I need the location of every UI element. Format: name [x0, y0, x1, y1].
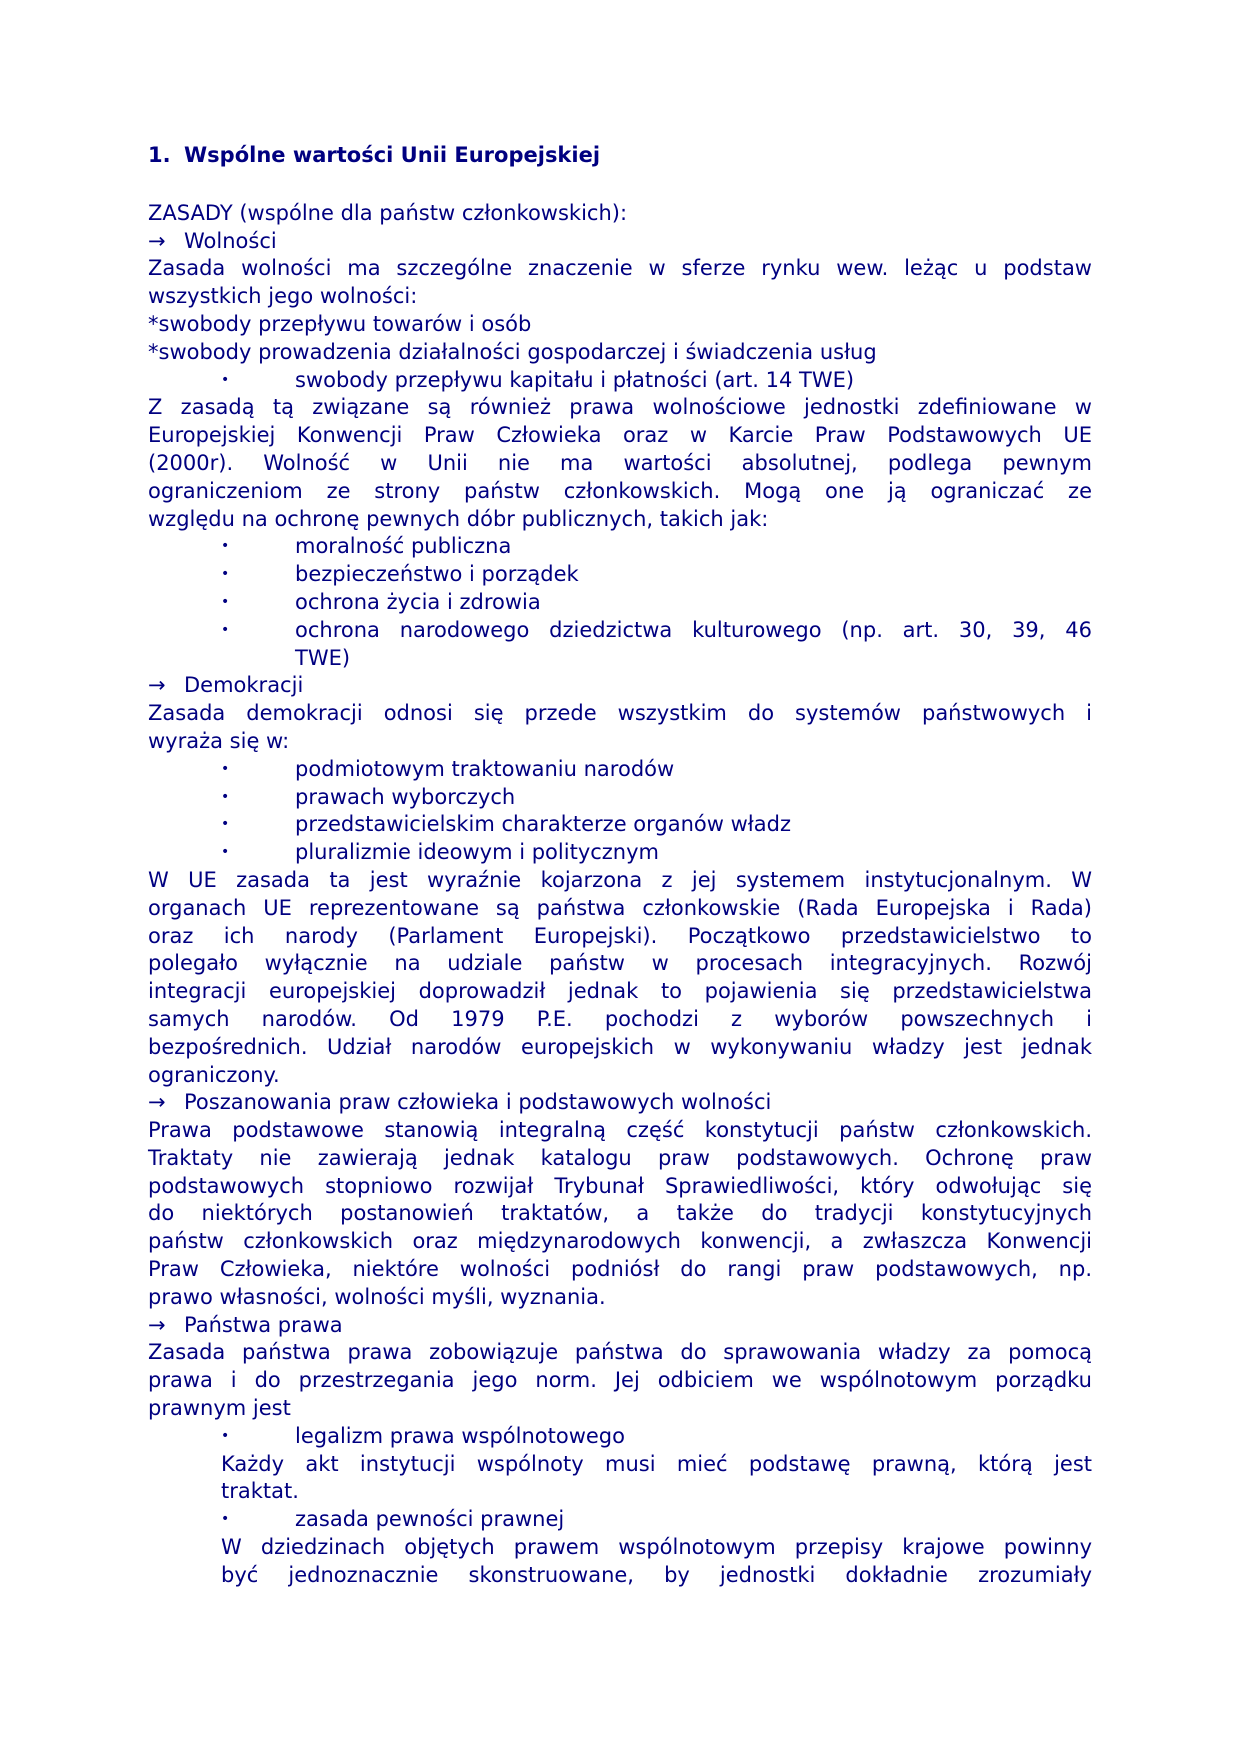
- paragraph-line: bezpośrednich. Udział narodów europejskich w wykonywaniu władzy jest jednak: [148, 1034, 1092, 1059]
- list-item: • bezpieczeństwo i porządek: [148, 561, 1092, 589]
- subheading-prawa-czlowieka: [148, 1089, 1092, 1117]
- bullet-icon: •: [221, 788, 230, 805]
- paragraph-line: samych narodów. Od 1979 P.E. pochodzi z wyborów powszechnych i: [148, 1006, 1092, 1031]
- section-number: 1.: [148, 143, 171, 167]
- paragraph-line: integracji europejskiej doprowadził jednak to pojawienia się przedstawicielstwa: [148, 979, 1092, 1004]
- subheading-text: Poszanowania praw człowieka i podstawowych wolności: [184, 1090, 772, 1115]
- list-item: • podmiotowym traktowaniu narodów: [148, 756, 1092, 784]
- list-item: • prawach wyborczych: [148, 784, 1092, 812]
- list-item: *swobody prowadzenia działalności gospodarczej i świadczenia usług: [148, 339, 877, 364]
- paragraph-line: Zasada państwa prawa zobowiązuje państwa do sprawowania władzy za pomocą: [148, 1340, 1092, 1365]
- bullet-icon: •: [221, 593, 230, 610]
- paragraph-line: prawa i do przestrzegania jego norm. Jej odbiciem we wspólnotowym porządku: [148, 1368, 1092, 1393]
- bullet-icon: •: [221, 816, 230, 833]
- paragraph-line: Każdy akt instytucji wspólnoty musi mieć podstawę prawną, którą jest: [221, 1451, 1092, 1476]
- bullet-list: [148, 533, 1092, 672]
- paragraph-line: ograniczeniom ze strony państw członkowskich. Mogą one ją ograniczać ze: [148, 478, 1092, 503]
- bullet-list: [148, 1423, 1092, 1451]
- paragraph-line: być jednoznacznie skonstruowane, by jednostki dokładnie zrozumiały: [221, 1562, 1092, 1587]
- paragraph-line: oraz ich narody (Parlament Europejski). Początkowo przedstawicielstwo to: [148, 923, 1092, 948]
- list-item: • zasada pewności prawnej: [148, 1506, 1092, 1534]
- list-item: *swobody przepływu towarów i osób: [148, 311, 532, 336]
- arrow-right-icon: →: [148, 1090, 166, 1115]
- bullet-icon: •: [221, 566, 230, 583]
- bullet-list: [148, 1506, 1092, 1534]
- list-item: • legalizm prawa wspólnotowego: [148, 1423, 1092, 1451]
- bullet-list: [148, 367, 1092, 395]
- paragraph-line: wszystkich jego wolności:: [148, 284, 418, 309]
- zasady-intro: ZASADY (wspólne dla państw członkowskich):: [148, 200, 628, 225]
- paragraph-line: (2000r). Wolność w Unii nie ma wartości absolutnej, podlega pewnym: [148, 450, 1092, 475]
- bullet-icon: •: [221, 1511, 230, 1528]
- paragraph-line: Zasada wolności ma szczególne znaczenie w sferze rynku wew. leżąc u podstaw: [148, 256, 1092, 281]
- paragraph-line: Traktaty nie zawierają jednak katalogu praw podstawowych. Ochronę praw: [148, 1145, 1092, 1170]
- list-item: • przedstawicielskim charakterze organów władz: [148, 811, 1092, 839]
- list-item: • ochrona życia i zdrowia: [148, 589, 1092, 617]
- paragraph-line: traktat.: [221, 1479, 299, 1504]
- paragraph-line: ograniczony.: [148, 1062, 280, 1087]
- subheading-panstwa-prawa: [148, 1312, 1092, 1340]
- bullet-icon: •: [221, 1427, 230, 1444]
- list-item: • ochrona narodowego dziedzictwa kulturowego (np. art. 30, 39, 46 TWE): [148, 617, 1092, 673]
- paragraph-line: wyraża się w:: [148, 728, 290, 753]
- paragraph-line: polegało wyłącznie na udziale państw w procesach integracyjnych. Rozwój: [148, 951, 1092, 976]
- section-title: [148, 142, 1092, 170]
- paragraph-line: W UE zasada ta jest wyraźnie kojarzona z jej systemem instytucjonalnym. W: [148, 867, 1092, 892]
- paragraph-line: prawnym jest: [148, 1396, 291, 1421]
- arrow-right-icon: →: [148, 1312, 166, 1337]
- paragraph-line: W dziedzinach objętych prawem wspólnotowym przepisy krajowe powinny: [221, 1535, 1092, 1560]
- arrow-right-icon: →: [148, 228, 166, 253]
- bullet-icon: •: [221, 538, 230, 555]
- paragraph-line: Praw Człowieka, niektóre wolności podniósł do rangi praw podstawowych, np.: [148, 1257, 1092, 1282]
- paragraph-line: prawo własności, wolności myśli, wyznania.: [148, 1284, 606, 1309]
- paragraph-line: państw członkowskich oraz międzynarodowych konwencji, a zwłaszcza Konwencji: [148, 1229, 1092, 1254]
- bullet-icon: •: [221, 760, 230, 777]
- list-item: • swobody przepływu kapitału i płatności (art. 14 TWE): [148, 367, 1092, 395]
- subheading-wolnosci: [148, 228, 1092, 256]
- paragraph-line: Z zasadą tą związane są również prawa wolnościowe jednostki zdefiniowane w: [148, 395, 1092, 420]
- section-title-text: Wspólne wartości Unii Europejskiej: [184, 143, 601, 167]
- paragraph-line: organach UE reprezentowane są państwa członkowskie (Rada Europejska i Rada): [148, 895, 1092, 920]
- bullet-list: [148, 756, 1092, 867]
- paragraph-line: Zasada demokracji odnosi się przede wszystkim do systemów państwowych i: [148, 701, 1092, 726]
- document-page: [148, 142, 1092, 1590]
- paragraph-line: podstawowych stopniowo rozwijał Trybunał Sprawiedliwości, który odwołując się: [148, 1173, 1092, 1198]
- bullet-icon: •: [221, 621, 230, 638]
- paragraph-line: do niektórych postanowień traktatów, a także do tradycji konstytucyjnych: [148, 1201, 1092, 1226]
- subheading-demokracji: [148, 672, 1092, 700]
- paragraph-line: Prawa podstawowe stanowią integralną część konstytucji państw członkowskich.: [148, 1118, 1092, 1143]
- paragraph-line: Europejskiej Konwencji Praw Człowieka oraz w Karcie Praw Podstawowych UE: [148, 423, 1092, 448]
- arrow-right-icon: →: [148, 673, 166, 698]
- paragraph-line: względu na ochronę pewnych dóbr publicznych, takich jak:: [148, 506, 769, 531]
- list-item: • moralność publiczna: [148, 533, 1092, 561]
- list-item: • pluralizmie ideowym i politycznym: [148, 839, 1092, 867]
- bullet-icon: •: [221, 371, 230, 388]
- subheading-text: Wolności: [184, 228, 277, 253]
- bullet-icon: •: [221, 844, 230, 861]
- subheading-text: Państwa prawa: [184, 1312, 343, 1337]
- subheading-text: Demokracji: [184, 673, 304, 698]
